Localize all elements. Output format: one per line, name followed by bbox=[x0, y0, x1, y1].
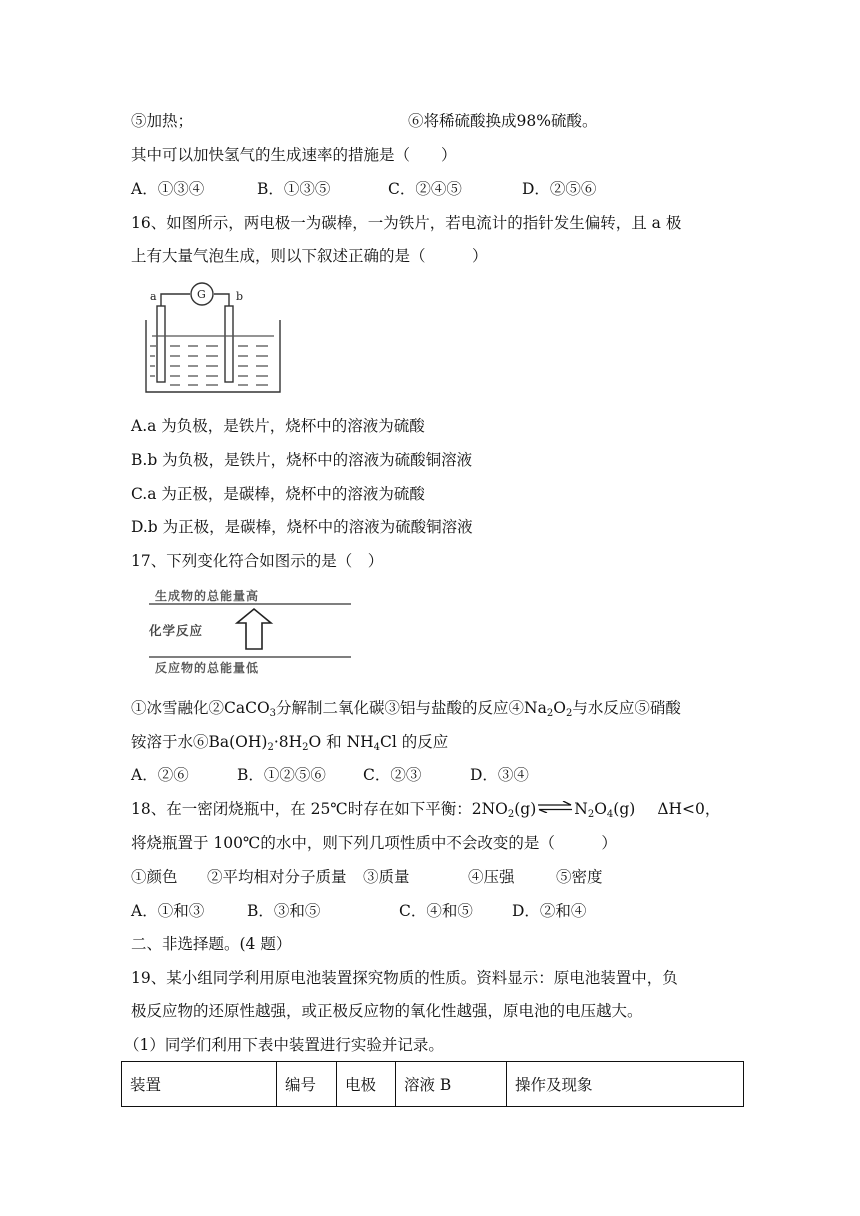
electrode-label-a: a bbox=[150, 290, 157, 303]
galvanometer-label: G bbox=[197, 288, 206, 301]
table-header-number: 编号 bbox=[277, 1062, 337, 1107]
q18-choice-d: D．②和④ bbox=[512, 902, 587, 920]
q15-choice-d: D．②⑤⑥ bbox=[522, 180, 597, 198]
q15-option-6: ⑥将稀硫酸换成98%硫酸。 bbox=[408, 112, 598, 130]
section-title: 二、非选择题。(4 题） bbox=[131, 935, 292, 953]
q17-choices bbox=[131, 765, 731, 785]
q18-prop-5: ⑤密度 bbox=[556, 868, 603, 886]
q18-prop-2: ②平均相对分子质量 bbox=[207, 868, 347, 886]
table-header-device: 装置 bbox=[122, 1062, 277, 1107]
q17-choice-b: B．①②⑤⑥ bbox=[237, 766, 326, 784]
q17-choice-a: A．②⑥ bbox=[131, 766, 189, 784]
q18-choices bbox=[131, 901, 751, 921]
table-header-row bbox=[122, 1062, 744, 1107]
q16-choice-c: C.a 为正极，是碳棒，烧杯中的溶液为硫酸 bbox=[131, 485, 425, 503]
q16-stem-line2: 上有大量气泡生成，则以下叙述正确的是（ ） bbox=[131, 247, 488, 265]
q15-choices bbox=[131, 179, 731, 199]
q18-stem-line1: 18、在一密闭烧瓶中，在 25℃时存在如下平衡：$2NO_2(g)$ $N_2O_4(g)$ ΔH<0， bbox=[131, 800, 721, 820]
q17-stem: 17、下列变化符合如图示的是（ ） bbox=[131, 552, 384, 570]
q16-choice-d: D.b 为正极，是碳棒，烧杯中的溶液为硫酸铜溶液 bbox=[131, 518, 473, 536]
q18-properties bbox=[131, 867, 751, 887]
q17-options-line1: ①冰雪融化②CaCO$_3$分解制二氧化碳③铝与盐酸的反应$④Na_2O_2$与水反应⑤硝酸 bbox=[131, 699, 681, 719]
energy-diagram-figure bbox=[143, 587, 355, 675]
q18-stem-line2: 将烧瓶置于 100℃的水中，则下列几项性质中不会改变的是（ ） bbox=[131, 834, 617, 852]
q17-choice-d: D．③④ bbox=[470, 766, 529, 784]
q19-subquestion-1: （1）同学们利用下表中装置进行实验并记录。 bbox=[124, 1036, 444, 1054]
q17-options-line2: 铵溶于水$⑥Ba(OH)_2\cdot 8H_2O$ 和 $NH_4Cl$ 的反应 bbox=[131, 733, 449, 753]
table-header-electrode: 电极 bbox=[337, 1062, 396, 1107]
q15-option-5: ⑤加热； bbox=[131, 112, 194, 130]
q15-choice-b: B．①③⑤ bbox=[257, 180, 331, 198]
q18-prop-1: ①颜色 bbox=[131, 868, 178, 886]
energy-middle-label: 化学反应 bbox=[149, 623, 204, 638]
q17-choice-c: C．②③ bbox=[363, 766, 422, 784]
q16-stem-line1: 16、如图所示，两电极一为碳棒，一为铁片，若电流计的指针发生偏转，且 a 极 bbox=[131, 214, 682, 232]
q18-prop-3: ③质量 bbox=[363, 868, 410, 886]
table-header-solution-b: 溶液 B bbox=[396, 1062, 507, 1107]
q19-stem-line2: 极反应物的还原性越强，或正极反应物的氧化性越强，原电池的电压越大。 bbox=[131, 1002, 643, 1020]
q18-choice-b: B．③和⑤ bbox=[247, 902, 321, 920]
q18-prop-4: ④压强 bbox=[468, 868, 515, 886]
q18-choice-c: C．④和⑤ bbox=[399, 902, 473, 920]
experiment-table bbox=[121, 1061, 744, 1107]
q15-choice-c: C．②④⑤ bbox=[388, 180, 462, 198]
galvanic-cell-figure bbox=[140, 280, 290, 402]
table-header-operation: 操作及现象 bbox=[507, 1062, 744, 1107]
energy-bottom-label: 反应物的总能量低 bbox=[155, 661, 260, 675]
equilibrium-arrow-icon bbox=[537, 801, 573, 813]
q18-choice-a: A．①和③ bbox=[131, 902, 205, 920]
q16-choice-a: A.a 为负极，是铁片，烧杯中的溶液为硫酸 bbox=[131, 417, 425, 435]
q19-stem-line1: 19、某小组同学利用原电池装置探究物质的性质。资料显示：原电池装置中，负 bbox=[131, 969, 678, 987]
q15-stem: 其中可以加快氢气的生成速率的措施是（ ） bbox=[131, 146, 457, 164]
q15-choice-a: A．①③④ bbox=[131, 180, 205, 198]
electrode-label-b: b bbox=[236, 290, 244, 303]
q16-choice-b: B.b 为负极，是铁片，烧杯中的溶液为硫酸铜溶液 bbox=[131, 451, 473, 469]
energy-top-label: 生成物的总能量高 bbox=[155, 589, 260, 603]
